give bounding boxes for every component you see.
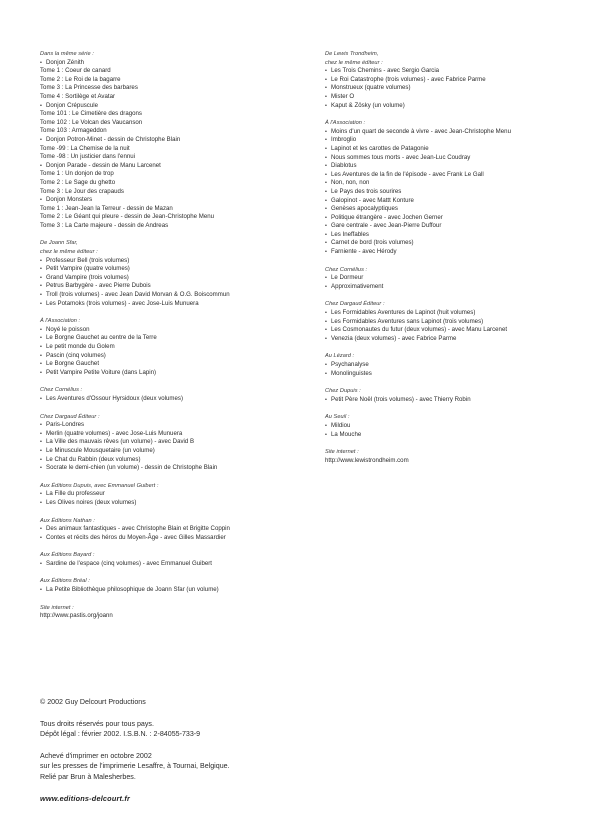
bibliography-section — [40, 577, 292, 594]
printing-line-2: sur les presses de l'imprimerie Lesaffre, à Tournai, Belgique. — [40, 762, 230, 771]
bibliography-section — [40, 50, 292, 230]
bibliography-volume-item: Tome 3 : La Carte majeure - dessin de Andreas — [40, 221, 169, 229]
bibliography-title-item: • Petit Vampire (quatre volumes) — [40, 265, 292, 274]
bibliography-title-item: • Galopinot - avec Mattt Konture — [325, 197, 577, 206]
bibliography-title-item: • Socrate le demi-chien (un volume) - dessin de Christophe Blain — [40, 464, 292, 473]
bibliography-title-item: • Approximativement — [325, 283, 577, 292]
section-header: Chez Cornélius : — [40, 387, 83, 394]
section-header: Chez Dupuis : — [325, 388, 361, 395]
bibliography-volume-item: Tome 3 : La Princesse des barbares — [40, 84, 138, 92]
bibliography-title-item: • La Petite Bibliothèque philosophique de Joann Sfar (un volume) — [40, 586, 292, 595]
bibliography-title-item: • Lapinot et les carottes de Patagonie — [325, 145, 577, 154]
section-header: Aux Éditions Bayard : — [40, 552, 95, 559]
section-header: Site internet : — [325, 449, 359, 456]
bibliography-title-item: • Le Chat du Rabbin (deux volumes) — [40, 456, 292, 465]
bibliography-title-item: • Sardine de l'espace (cinq volumes) - avec Emmanuel Guibert — [40, 560, 292, 569]
bibliography-title-item: • Monstrueux (quatre volumes) — [325, 84, 577, 93]
bibliography-title-item: • Le Borgne Gauchet — [40, 360, 292, 369]
bibliography-title-item: • Le Minuscule Mousquetaire (un volume) — [40, 447, 292, 456]
bibliography-title-item: • Les Formidables Aventures sans Lapinot (trois volumes) — [325, 318, 577, 327]
website-url[interactable]: http://www.pastis.org/joann — [40, 612, 113, 620]
bibliography-title-item: • Paris-Londres — [40, 421, 292, 430]
bibliography-volume-item: Tome 4 : Sortilège et Avatar — [40, 92, 116, 100]
section-subheader: chez le même éditeur : — [325, 59, 383, 66]
bibliography-title-item: • Le Borgne Gauchet au centre de la Terre — [40, 334, 292, 343]
section-subheader: chez le même éditeur : — [40, 249, 98, 256]
bibliography-title-item: • Les Aventures d'Ossour Hyrsidoux (deux volumes) — [40, 395, 292, 404]
bibliography-title-item: • Donjon Parade - dessin de Manu Larcenet — [40, 162, 292, 171]
bibliography-section — [325, 352, 577, 378]
bibliography-volume-item: Tome 101 : Le Cimetière des dragons — [40, 110, 142, 118]
bibliography-title-item: • Diablotus — [325, 162, 577, 171]
bibliography-title-item: • Mildiou — [325, 422, 577, 431]
bibliography-title-item: • Donjon Zénith — [40, 59, 292, 68]
section-header: Chez Cornélius : — [325, 266, 368, 273]
section-header: Chez Dargaud Éditeur : — [325, 301, 385, 308]
bibliography-title-item: • Les Olives noires (deux volumes) — [40, 499, 292, 508]
bibliography-section — [40, 386, 292, 403]
bibliography-title-item: • Petit Vampire Petite Voiture (dans Lapin) — [40, 369, 292, 378]
section-header: Dans la même série : — [40, 51, 94, 57]
bibliography-volume-item: Tome -99 : La Chemise de la nuit — [40, 144, 130, 152]
bibliography-title-item: • Petit Père Noël (trois volumes) - avec Thierry Robin — [325, 396, 577, 405]
bibliography-title-item: • Pascin (cinq volumes) — [40, 352, 292, 361]
bibliography-column-right — [325, 50, 577, 465]
bibliography-title-item: • La Ville des mauvais rêves (un volume) - avec David B — [40, 438, 292, 447]
bibliography-title-item: • Le Roi Catastrophe (trois volumes) - avec Fabrice Parme — [325, 76, 577, 85]
bibliography-title-item: • Noyé le poisson — [40, 326, 292, 335]
bibliography-title-item: • Le Pays des trois sourires — [325, 188, 577, 197]
bibliography-volume-item: Tome 102 : Le Volcan des Vaucanson — [40, 118, 143, 126]
bibliography-title-item: • Merlin (quatre volumes) - avec Jose-Luis Munuera — [40, 430, 292, 439]
bibliography-section — [40, 317, 292, 377]
bibliography-title-item: • Imbroglio — [325, 136, 577, 145]
section-header: À l'Association : — [325, 120, 366, 127]
bibliography-volume-item: Tome 2 : Le Géant qui pleure - dessin de Jean-Christophe Menu — [40, 213, 215, 221]
bibliography-section — [325, 387, 577, 404]
copyright-line: © 2002 Guy Delcourt Productions — [40, 698, 146, 706]
bibliography-volume-item: Tome 1 : Un donjon de trop — [40, 170, 114, 178]
bibliography-title-item: • Psychanalyse — [325, 361, 577, 370]
rights-line-2: Dépôt légal : février 2002. I.S.B.N. : 2-84055-733-9 — [40, 730, 201, 739]
bibliography-title-item: • Politique étrangère - avec Jochen Gerner — [325, 214, 577, 223]
bibliography-volume-item: Tome 103 : Armageddon — [40, 127, 107, 135]
bibliography-title-item: • Contes et récits des héros du Moyen-Âge - avec Gilles Massardier — [40, 534, 292, 543]
bibliography-title-item: • Des animaux fantastiques - avec Christophe Blain et Brigitte Coppin — [40, 525, 292, 534]
printing-line-3: Relié par Brun à Malesherbes. — [40, 772, 136, 781]
bibliography-volume-item: Tome 1 : Coeur de canard — [40, 67, 111, 75]
bibliography-column-left — [40, 50, 292, 621]
bibliography-title-item: • Farniente - avec Hérody — [325, 248, 577, 257]
bibliography-title-item: • Les Cosmonautes du futur (deux volumes) - avec Manu Larcenet — [325, 326, 577, 335]
bibliography-title-item: • Les Aventures de la fin de l'épisode - avec Frank Le Gall — [325, 171, 577, 180]
bibliography-title-item: • Monolinguistes — [325, 370, 577, 379]
section-header: Aux Éditions Dupuis, avec Emmanuel Guibert : — [40, 482, 159, 489]
bibliography-section — [40, 517, 292, 543]
bibliography-title-item: • Carnet de bord (trois volumes) — [325, 239, 577, 248]
copyright-paragraph — [40, 697, 440, 708]
bibliography-title-item: • Donjon Crépuscule — [40, 102, 292, 111]
section-header: Au Lézard : — [325, 353, 355, 360]
bibliography-section — [40, 551, 292, 568]
bibliography-title-item: • La Fille du professeur — [40, 490, 292, 499]
bibliography-title-item: • Grand Vampire (trois volumes) — [40, 274, 292, 283]
publisher-website-link[interactable]: www.editions-delcourt.fr — [40, 793, 131, 803]
bibliography-section — [325, 50, 577, 110]
bibliography-title-item: • Mister O — [325, 93, 577, 102]
bibliography-volume-item: Tome 2 : Le Sage du ghetto — [40, 178, 116, 186]
bibliography-title-item: • Moins d'un quart de seconde à vivre - avec Jean-Christophe Menu — [325, 128, 577, 137]
bibliography-section — [325, 266, 577, 292]
section-header: Site internet : — [40, 604, 74, 611]
bibliography-volume-item: Tome 3 : Le Jour des crapauds — [40, 187, 124, 195]
bibliography-title-item: • Le petit monde du Golem — [40, 343, 292, 352]
bibliography-volume-item: Tome -98 : Un justicier dans l'ennui — [40, 153, 136, 161]
bibliography-section — [40, 413, 292, 473]
rights-paragraph — [40, 719, 440, 740]
bibliography-title-item: • Gare centrale - avec Jean-Pierre Duffour — [325, 222, 577, 231]
bibliography-section — [325, 119, 577, 257]
bibliography-section — [325, 300, 577, 343]
section-header: De Joann Sfar, — [40, 240, 78, 247]
bibliography-volume-item: Tome 2 : Le Roi de la bagarre — [40, 75, 121, 83]
bibliography-title-item: • Non, non, non — [325, 179, 577, 188]
bibliography-title-item: • Petrus Barbygère - avec Pierre Dubois — [40, 282, 292, 291]
bibliography-title-item: • Les Formidables Aventures de Lapinot (huit volumes) — [325, 309, 577, 318]
bibliography-title-item: • Troll (trois volumes) - avec Jean David Morvan & O.G. Boiscommun — [40, 291, 292, 300]
bibliography-section — [325, 413, 577, 439]
bibliography-title-item: • Les Potamoks (trois volumes) - avec Jose-Luis Munuera — [40, 300, 292, 309]
bibliography-title-item: • Kaput & Zösky (un volume) — [325, 102, 577, 111]
website-url[interactable]: http://www.lewistrondheim.com — [325, 456, 409, 464]
bibliography-title-item: • Donjon Potron-Minet - dessin de Christophe Blain — [40, 136, 292, 145]
bibliography-title-item: • Donjon Monsters — [40, 196, 292, 205]
printing-paragraph — [40, 751, 440, 783]
bibliography-title-item: • Les Ineffables — [325, 231, 577, 240]
bibliography-title-item: • Professeur Bell (trois volumes) — [40, 257, 292, 266]
section-header: Chez Dargaud Éditeur : — [40, 413, 100, 420]
bibliography-title-item: • Le Dormeur — [325, 274, 577, 283]
bibliography-title-item: • Nous sommes tous morts - avec Jean-Luc Coudray — [325, 154, 577, 163]
bibliography-section — [40, 604, 292, 621]
section-header: À l'Association : — [40, 318, 81, 325]
section-header: Au Seuil : — [325, 414, 350, 421]
section-header: Aux Éditions Bréal : — [40, 578, 90, 585]
printing-line-1: Achevé d'imprimer en octobre 2002 — [40, 751, 152, 760]
bibliography-title-item: • Les Trois Chemins - avec Sergio Garcia — [325, 67, 577, 76]
bibliography-section — [40, 239, 292, 308]
bibliography-title-item: • Venezia (deux volumes) - avec Fabrice Parme — [325, 335, 577, 344]
bibliography-section — [325, 448, 577, 465]
bibliography-volume-item: Tome 1 : Jean-Jean la Terreur - dessin de Mazan — [40, 204, 173, 212]
section-header: De Lewis Trondheim, — [325, 51, 379, 57]
publisher-website-paragraph — [40, 794, 440, 805]
bibliography-title-item: • Genèses apocalyptiques — [325, 205, 577, 214]
colophon-block — [40, 697, 440, 804]
rights-line-1: Tous droits réservés pour tous pays. — [40, 719, 154, 728]
section-header: Aux Éditions Nathan : — [40, 517, 95, 524]
bibliography-section — [40, 482, 292, 508]
bibliography-title-item: • La Mouche — [325, 431, 577, 440]
